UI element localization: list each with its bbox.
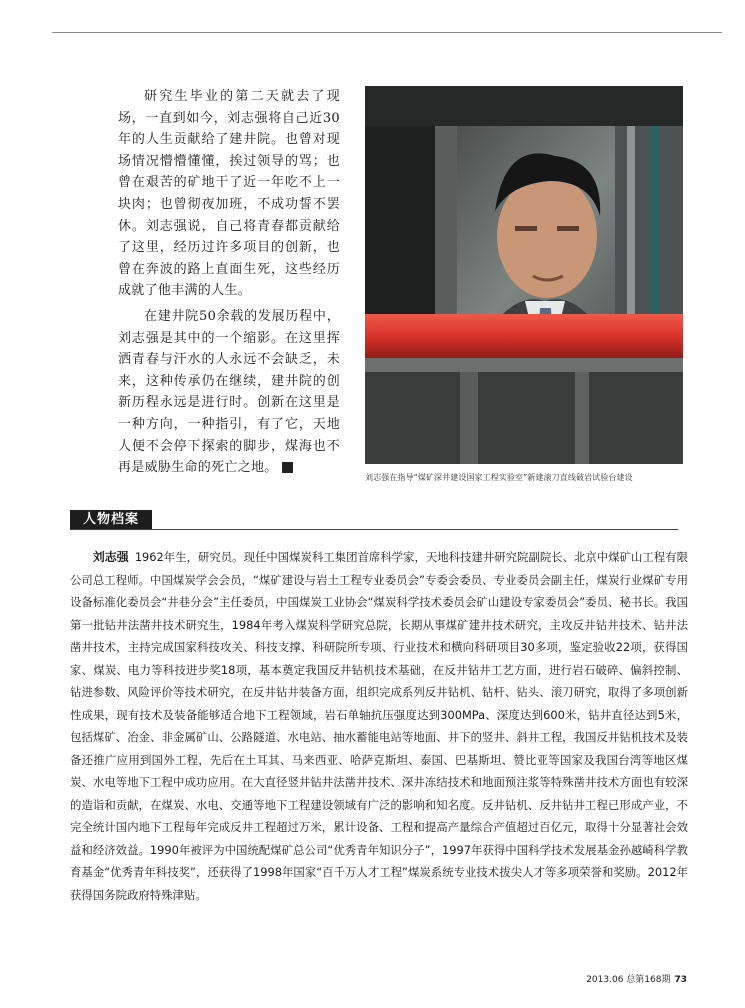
portrait-illustration (365, 86, 683, 464)
page-footer (586, 972, 687, 985)
bio-name: 刘志强 (92, 550, 129, 564)
article-paragraph: 研究生毕业的第二天就去了现场，一直到如今，刘志强将自己近30年的人生贡献给了建井院。也曾对现场情况懵懵懂懂，挨过领导的骂；也曾在艰苦的矿地干了近一年吃不上一块肉；也曾彻夜加班，不成功誓不罢休。刘志强说，自己将青春都贡献给了这里，经历过许多项目的创新，也曾在奔波的路上直面生死，这些经历成就了他丰满的人生。 (118, 89, 340, 299)
header-rule (52, 32, 722, 33)
article-body (118, 86, 340, 479)
issue-label: 2013.06 总第168期 (586, 975, 671, 985)
page-number: 73 (674, 975, 687, 985)
bio-text: 1962年生，研究员。现任中国煤炭科工集团首席科学家，天地科技建井研究院副院长、北京中煤矿山工程有限公司总工程师。中国煤炭学会会员，“煤矿建设与岩土工程专业委员会”专委会委员、专业委员会副主任，煤炭行业煤矿专用设备标准化委员会“井巷分会”主任委员，中国煤炭工业协会“煤炭科学技术委员会矿山建设专家委员会”委员、秘书长。我国第一批钻井法凿井技术研究生，1984年考入煤炭科学研究总院，长期从事煤矿建井技术研究，主攻反井钻井技术、钻井法凿井技术，主持完成国家科技攻关、科技支撑、科研院所专项、行业技术和横向科研项目30多项，鉴定验收22项，获得国家、煤炭、电力等科技进步奖18项，基本奠定我国反井钻机技术基础，在反井钻井工艺方面，进行岩石破碎、偏斜控制、钻进参数、风险评价等技术研究，在反井钻井装备方面，组织完成系列反井钻机、钻杆、钻头、滚刀研究，取得了多项创新性成果，现有技术及装备能够适合地下工程领域，岩石单轴抗压强度达到300MPa、深度达到600米，钻井直径达到5米，包括煤矿、冶金、非金属矿山、公路隧道、水电站、抽水蓄能电站等地面、井下的竖井、斜井工程，我国反井钻机技术及装备还推广应用到国外工程，先后在土耳其、马来西亚、哈萨克斯坦、泰国、巴基斯坦、赞比亚等国家及我国台湾等地区煤炭、水电等地下工程中成功应用。在大直径竖井钻井法凿井技术、深井冻结技术和地面预注浆等特殊凿井技术方面也有较深的造诣和贡献，在煤炭、水电、交通等地下工程建设领域有广泛的影响和知名度。反井钻机、反井钻井工程已形成产业，不完全统计国内地下工程每年完成反井工程超过万米，累计设备、工程和提高产量综合产值超过百亿元，取得十分显著社会效益和经济效益。1990年被评为中国统配煤矿总公司“优秀青年知识分子”，1997年获得中国科学技术发展基金孙越崎科学教育基金“优秀青年科技奖”，还获得了1998年国家“百千万人才工程”煤炭系统专业技术拔尖人才等多项荣誉和奖励。2012年获得国务院政府特殊津贴。 (70, 550, 688, 902)
bio-block (70, 546, 688, 906)
photo-caption: 刘志强在指导“煤矿深井建设国家工程实验室”新建滚刀直线破岩试验台建设 (365, 473, 633, 482)
end-mark-icon: W (282, 462, 293, 473)
section-title: 人物档案 (70, 510, 152, 529)
section-header (70, 510, 678, 530)
portrait-photo (365, 86, 683, 464)
article-paragraph (118, 306, 340, 479)
article-paragraph-text: 在建井院50余载的发展历程中，刘志强是其中的一个缩影。在这里挥洒青春与汗水的人永远不会缺乏，未来，这种传承仍在继续，建井院的创新历程永远是进行时。创新在这里是一种方向，一种指引，有了它，天地人便不会停下探索的脚步，煤海也不再是威胁生命的死亡之地。 (118, 308, 340, 476)
